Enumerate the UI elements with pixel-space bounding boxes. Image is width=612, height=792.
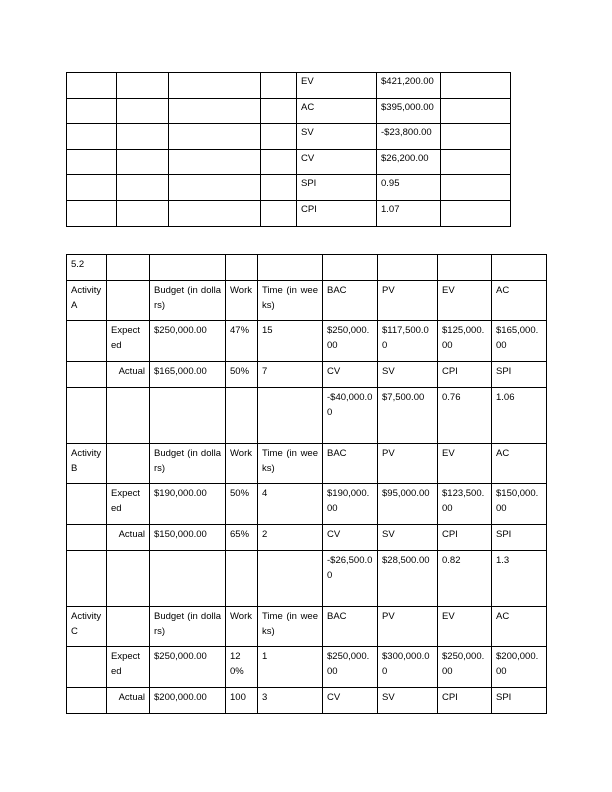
- activity-row: [67, 647, 547, 688]
- metric-label: SV: [297, 124, 377, 150]
- empty-cell: [67, 149, 117, 175]
- table-cell: 1.3: [492, 551, 547, 607]
- table-cell: 47%: [226, 321, 258, 362]
- empty-cell: [169, 175, 261, 201]
- summary-row: [67, 200, 511, 226]
- table-cell: [67, 321, 107, 362]
- table-cell: CPI: [438, 362, 492, 388]
- table-cell: SV: [378, 525, 438, 551]
- table-cell: $165,000.00: [492, 321, 547, 362]
- empty-cell: [169, 149, 261, 175]
- empty-cell: [169, 73, 261, 99]
- table-cell: CV: [323, 525, 378, 551]
- table-cell: [67, 484, 107, 525]
- summary-row: [67, 124, 511, 150]
- table-cell: 1: [258, 647, 323, 688]
- empty-cell: [441, 149, 511, 175]
- table-cell: 65%: [226, 525, 258, 551]
- table-cell: $190,000.00: [150, 484, 226, 525]
- empty-cell: [441, 98, 511, 124]
- summary-row: [67, 149, 511, 175]
- activity-row: [67, 688, 547, 714]
- table-cell: 2: [258, 525, 323, 551]
- table-cell: [67, 647, 107, 688]
- empty-cell: [117, 124, 169, 150]
- table-cell: 0.76: [438, 388, 492, 444]
- table-cell: 50%: [226, 484, 258, 525]
- table-cell: $125,000.00: [438, 321, 492, 362]
- table-cell: SV: [378, 688, 438, 714]
- metric-value: 0.95: [377, 175, 441, 201]
- table-cell: CV: [323, 362, 378, 388]
- table-cell: $150,000.00: [492, 484, 547, 525]
- metric-label: EV: [297, 73, 377, 99]
- table-cell: [67, 362, 107, 388]
- table-cell: $150,000.00: [150, 525, 226, 551]
- table-cell: AC: [492, 281, 547, 321]
- table-cell: $250,000.00: [150, 321, 226, 362]
- empty-cell: [169, 98, 261, 124]
- table-cell: -$40,000.00: [323, 388, 378, 444]
- metric-value: $395,000.00: [377, 98, 441, 124]
- empty-cell: [441, 175, 511, 201]
- table-cell: 100: [226, 688, 258, 714]
- table-cell: Work: [226, 444, 258, 484]
- table-cell: BAC: [323, 607, 378, 647]
- empty-cell: [261, 200, 297, 226]
- activity-row: [67, 551, 547, 607]
- table-cell: SPI: [492, 362, 547, 388]
- table-cell: $250,000.00: [323, 321, 378, 362]
- activity-earned-value-table: [66, 254, 547, 714]
- summary-metrics-table: [66, 72, 511, 227]
- metric-value: $26,200.00: [377, 149, 441, 175]
- empty-cell: [117, 175, 169, 201]
- empty-cell: [67, 175, 117, 201]
- table-cell: [150, 551, 226, 607]
- table-cell: SPI: [492, 688, 547, 714]
- table-cell: $250,000.00: [438, 647, 492, 688]
- table-cell: [67, 525, 107, 551]
- table-cell: [107, 607, 150, 647]
- empty-cell: [117, 149, 169, 175]
- table-cell: Budget (in dollars): [150, 607, 226, 647]
- metric-label: SPI: [297, 175, 377, 201]
- table-cell: $200,000.00: [150, 688, 226, 714]
- table-cell: EV: [438, 444, 492, 484]
- metric-value: 1.07: [377, 200, 441, 226]
- metric-label: CPI: [297, 200, 377, 226]
- table-cell: BAC: [323, 444, 378, 484]
- table-cell: 3: [258, 688, 323, 714]
- table-cell: -$26,500.00: [323, 551, 378, 607]
- metric-label: AC: [297, 98, 377, 124]
- table-cell: 1.06: [492, 388, 547, 444]
- table-cell: PV: [378, 444, 438, 484]
- empty-cell: [441, 200, 511, 226]
- table-cell: 0.82: [438, 551, 492, 607]
- empty-cell: [67, 73, 117, 99]
- table-cell: Work: [226, 607, 258, 647]
- table-cell: [67, 551, 107, 607]
- table-cell: [107, 281, 150, 321]
- table-cell: Activity C: [67, 607, 107, 647]
- table-cell: $123,500.00: [438, 484, 492, 525]
- table-cell: [150, 388, 226, 444]
- table-cell: Expected: [107, 484, 150, 525]
- empty-cell: [169, 200, 261, 226]
- metric-value: $421,200.00: [377, 73, 441, 99]
- table-cell: 4: [258, 484, 323, 525]
- table-cell: $190,000.00: [323, 484, 378, 525]
- empty-cell: [261, 149, 297, 175]
- table-cell: 15: [258, 321, 323, 362]
- empty-cell: [261, 73, 297, 99]
- metric-value: -$23,800.00: [377, 124, 441, 150]
- table-cell: [67, 388, 107, 444]
- activity-row: [67, 321, 547, 362]
- table-cell: SPI: [492, 525, 547, 551]
- empty-cell: [261, 124, 297, 150]
- empty-cell: [117, 200, 169, 226]
- activity-row: [67, 281, 547, 321]
- table-cell: $250,000.00: [323, 647, 378, 688]
- section-header-row: [67, 255, 547, 281]
- table-cell: [258, 551, 323, 607]
- empty-cell: [67, 98, 117, 124]
- table-cell: 120%: [226, 647, 258, 688]
- activity-row: [67, 484, 547, 525]
- table-cell: AC: [492, 444, 547, 484]
- table-cell: [107, 551, 150, 607]
- table-cell: PV: [378, 607, 438, 647]
- table-cell: CV: [323, 688, 378, 714]
- table-cell: Budget (in dollars): [150, 281, 226, 321]
- table-cell: $300,000.00: [378, 647, 438, 688]
- table-cell: EV: [438, 607, 492, 647]
- table-cell: [226, 551, 258, 607]
- empty-cell: [117, 98, 169, 124]
- table-cell: [258, 388, 323, 444]
- empty-cell: [117, 73, 169, 99]
- empty-cell: [169, 124, 261, 150]
- metric-label: CV: [297, 149, 377, 175]
- table-cell: [107, 444, 150, 484]
- table-cell: [226, 388, 258, 444]
- table-cell: $165,000.00: [150, 362, 226, 388]
- table-cell: Activity B: [67, 444, 107, 484]
- activity-row: [67, 362, 547, 388]
- table-cell: Expected: [107, 647, 150, 688]
- table-cell: BAC: [323, 281, 378, 321]
- table-cell: Actual: [107, 525, 150, 551]
- table-cell: $28,500.00: [378, 551, 438, 607]
- activity-row: [67, 607, 547, 647]
- table-cell: $95,000.00: [378, 484, 438, 525]
- empty-cell: [67, 124, 117, 150]
- table-cell: Activity A: [67, 281, 107, 321]
- table-cell: [107, 388, 150, 444]
- table-cell: SV: [378, 362, 438, 388]
- table-cell: CPI: [438, 688, 492, 714]
- table-cell: Actual: [107, 688, 150, 714]
- table-cell: 7: [258, 362, 323, 388]
- table-cell: PV: [378, 281, 438, 321]
- summary-row: [67, 175, 511, 201]
- table-cell: Budget (in dollars): [150, 444, 226, 484]
- activity-row: [67, 388, 547, 444]
- activity-table-body: [67, 255, 547, 714]
- table-cell: 50%: [226, 362, 258, 388]
- section-number: 5.2: [67, 255, 107, 281]
- activity-row: [67, 444, 547, 484]
- summary-metrics-body: [67, 73, 511, 227]
- table-cell: $117,500.00: [378, 321, 438, 362]
- summary-row: [67, 73, 511, 99]
- table-cell: Actual: [107, 362, 150, 388]
- table-cell: AC: [492, 607, 547, 647]
- table-cell: $250,000.00: [150, 647, 226, 688]
- table-cell: Expected: [107, 321, 150, 362]
- table-cell: Time (in weeks): [258, 444, 323, 484]
- empty-cell: [441, 73, 511, 99]
- empty-cell: [67, 200, 117, 226]
- summary-row: [67, 98, 511, 124]
- table-cell: Work: [226, 281, 258, 321]
- table-cell: Time (in weeks): [258, 281, 323, 321]
- activity-row: [67, 525, 547, 551]
- table-cell: EV: [438, 281, 492, 321]
- empty-cell: [441, 124, 511, 150]
- table-cell: $7,500.00: [378, 388, 438, 444]
- table-cell: $200,000.00: [492, 647, 547, 688]
- empty-cell: [261, 98, 297, 124]
- empty-cell: [261, 175, 297, 201]
- table-cell: [67, 688, 107, 714]
- table-cell: CPI: [438, 525, 492, 551]
- table-cell: Time (in weeks): [258, 607, 323, 647]
